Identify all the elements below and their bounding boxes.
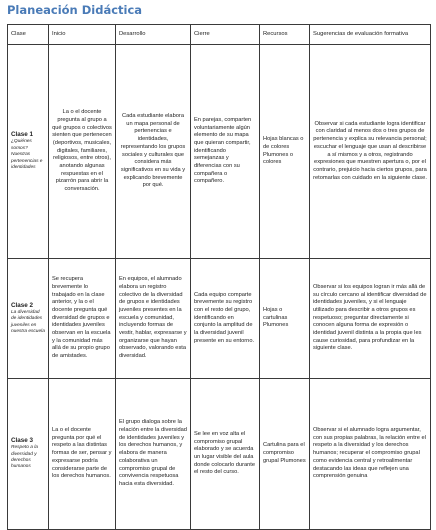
header-cierre: Cierre bbox=[191, 25, 260, 45]
header-sugerencias: Sugerencias de evaluación formativa bbox=[310, 25, 431, 45]
header-inicio: Inicio bbox=[49, 25, 116, 45]
table-header-row bbox=[8, 25, 431, 45]
cierre-cell: Cada equipo comparte brevemente su registro con el resto del grupo, identificando en conjunto la amplitud de la diversidad juvenil presente en su entorno. bbox=[191, 259, 260, 379]
header-clase: Clase bbox=[8, 25, 49, 45]
inicio-cell: La o el docente pregunta al grupo a qué grupos o colectivos sienten que pertenecen (deportivos, musicales, digitales, familiares, religiosos, entre otros), anotando algunas respuestas en el pizarrón para abrir la conversación. bbox=[49, 45, 116, 259]
clase-subtitle: ¿Quiénes somos? Nuestras pertenencias e identidades bbox=[11, 139, 43, 171]
clase-title: Clase 2 bbox=[11, 301, 34, 309]
clase-title: Clase 3 bbox=[11, 437, 34, 445]
clase-cell bbox=[8, 379, 49, 530]
header-desarrollo: Desarrollo bbox=[116, 25, 191, 45]
desarrollo-cell: El grupo dialoga sobre la relación entre la diversidad de identidades juveniles y los derechos humanos, y elabora de manera colaborativa un compromiso grupal de convivencia respetuosa hacia esta diversidad. bbox=[116, 379, 191, 530]
recursos-cell: Hojas o cartulinas Plumones bbox=[260, 259, 310, 379]
clase-subtitle: La diversidad de identidades juveniles en nuestra escuela bbox=[11, 309, 45, 334]
cierre-cell: Se lee en voz alta el compromiso grupal elaborado y se acuerda un lugar visible del aula donde colocarlo durante el resto del curso. bbox=[191, 379, 260, 530]
inicio-cell: Se recupera brevemente lo trabajado en la clase anterior, y la o el docente pregunta qué diversidad de grupos e identidades juveniles observan en la escuela y la comunidad más allá de su propio grupo de amistades. bbox=[49, 259, 116, 379]
table-row bbox=[8, 45, 431, 259]
cierre-cell: En parejas, comparten voluntariamente algún elemento de su mapa que quieran compartir, identificando semejanzas y diferencias con su compañera o compañero. bbox=[191, 45, 260, 259]
clase-cell bbox=[8, 259, 49, 379]
clase-title: Clase 1 bbox=[11, 131, 34, 139]
planning-table bbox=[7, 24, 431, 530]
desarrollo-cell: En equipos, el alumnado elabora un registro colectivo de la diversidad de grupos e identidades juveniles presentes en la escuela y comunidad, incluyendo formas de vestir, hablar, expresarse y organizarse que hayan observado, valorando esta diversidad. bbox=[116, 259, 191, 379]
recursos-cell: Hojas blancas o de colores Plumones o colores bbox=[260, 45, 310, 259]
header-recursos: Recursos bbox=[260, 25, 310, 45]
clase-subtitle: Respeto a la diversidad y derechos humanos bbox=[11, 445, 38, 470]
page-title: Planeación Didáctica bbox=[7, 3, 143, 17]
inicio-cell: La o el docente pregunta por qué el respeto a las distintas formas de ser, pensar y expresarse podría considerarse parte de los derechos humanos. bbox=[49, 379, 116, 530]
sugerencias-cell: Observar si cada estudiante logra identificar con claridad al menos dos o tres grupos de pertenencia y explica su relevancia personal; escuchar el lenguaje que usan al describirse a sí mismos y a otros, registrando expresiones que muestren apertura o, por el contrario, prejuicio hacia ciertos grupos, para retomarlas con cuidado en la siguiente clase. bbox=[310, 45, 431, 259]
desarrollo-cell: Cada estudiante elabora un mapa personal de pertenencias e identidades, representando los grupos sociales y culturales que considera más significativos en su vida y explicando brevemente por qué. bbox=[116, 45, 191, 259]
recursos-cell: Cartulina para el compromiso grupal Plumones bbox=[260, 379, 310, 530]
table-row bbox=[8, 379, 431, 530]
table-row bbox=[8, 259, 431, 379]
sugerencias-cell: Observar si los equipos logran ir más allá de su círculo cercano al identificar diversidad de identidades juveniles, y si el lenguaje utilizado para describir a otros grupos es respetuoso; preguntar directamente si conocen alguna forma de expresión o identidad juvenil distinta a la propia que les cause curiosidad, para profundizar en la siguiente clase. bbox=[310, 259, 431, 379]
sugerencias-cell: Observar si el alumnado logra argumentar, con sus propias palabras, la relación entre el respeto a la diversidad y los derechos humanos; recuperar el compromiso grupal como evidencia central y retroalimentar destacando las ideas que reflejen una comprensión genuina bbox=[310, 379, 431, 530]
clase-cell bbox=[8, 45, 49, 259]
